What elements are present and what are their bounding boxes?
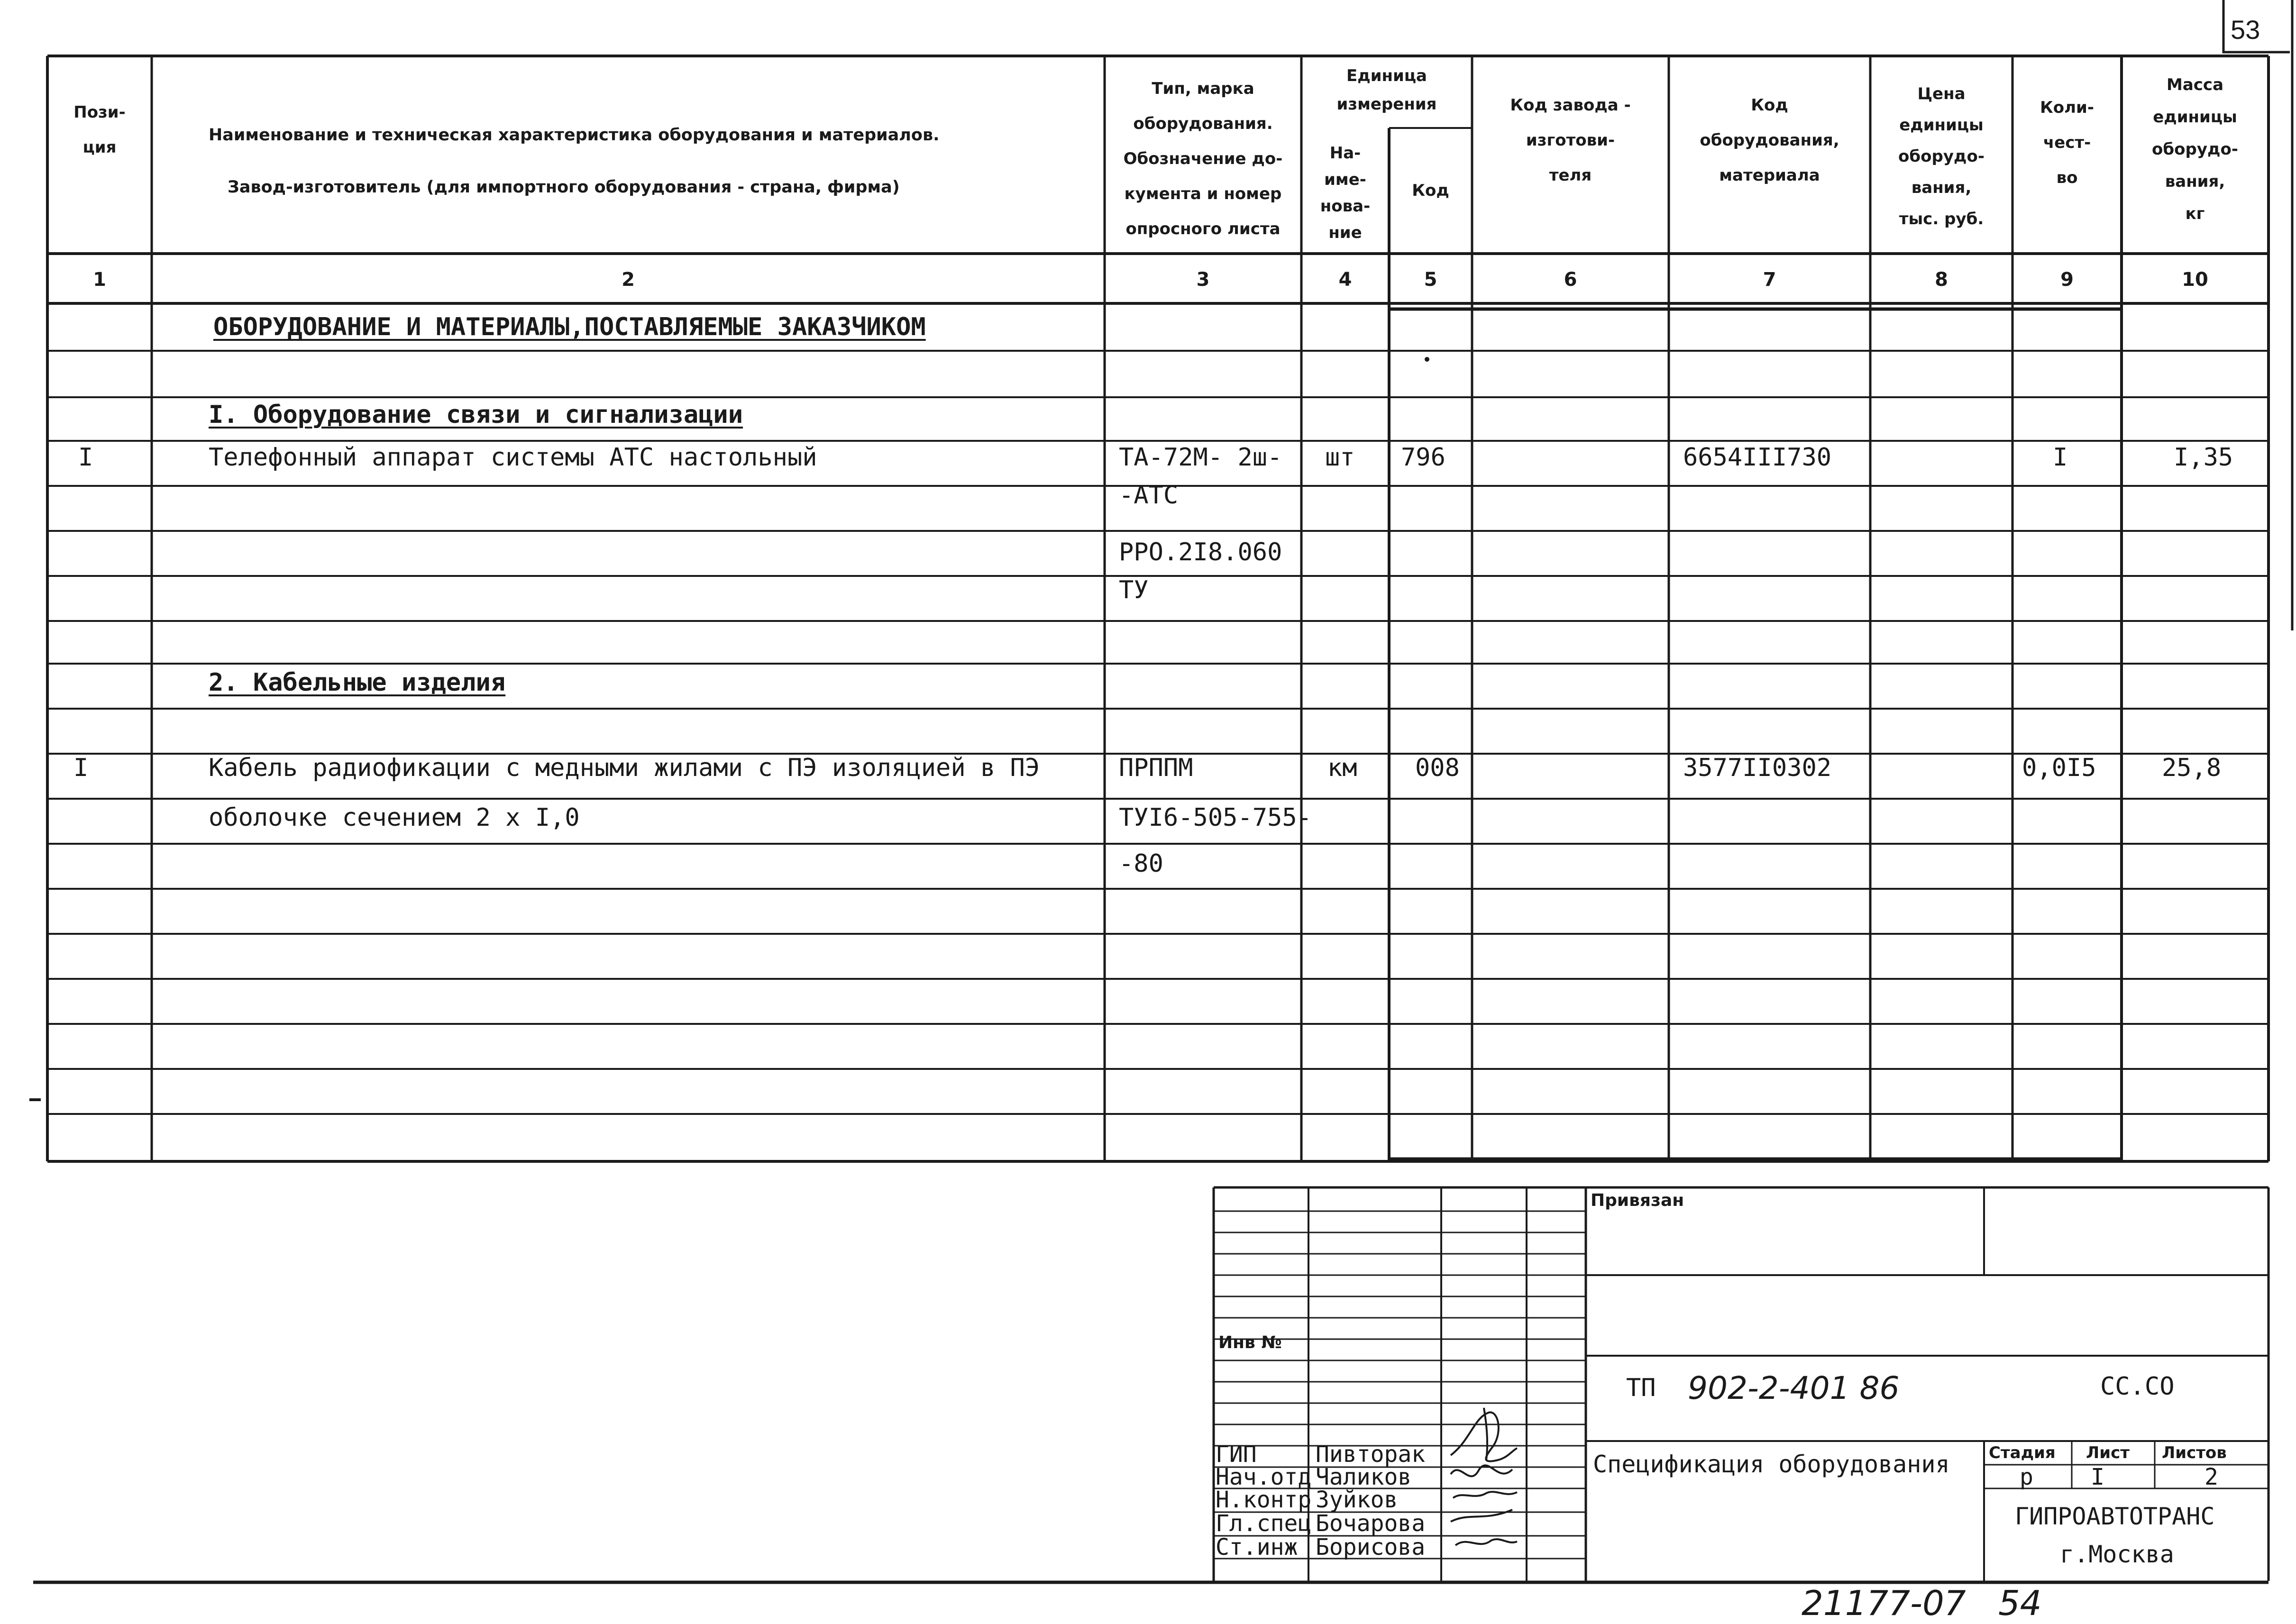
role-label: Гл.спец: [1216, 1510, 1312, 1537]
item-unit: шт: [1325, 443, 1355, 472]
col-number-7: 7: [1763, 269, 1776, 291]
stage-label: Стадия: [1989, 1443, 2056, 1462]
header-col3: Тип, марка оборудования. Обозначение до- кумента и номер опросного листа: [1123, 79, 1283, 238]
footer-stamp: 21177-07: [1802, 1583, 1966, 1623]
signatures: [1441, 1403, 1527, 1583]
col-number-2: 2: [622, 269, 635, 291]
item-position: I: [78, 443, 93, 472]
signer-name: Бочарова: [1316, 1510, 1426, 1537]
item-material-code: 3577II0302: [1683, 754, 1832, 782]
header-col2: Наименование и техническая характеристика оборудования и материалов. Завод-изготовитель (для импортного оборудования - страна, фирма): [209, 126, 940, 197]
inv-no-label: Инв №: [1218, 1333, 1282, 1352]
col-number-8: 8: [1935, 269, 1948, 291]
signer-name: Борисова: [1316, 1534, 1426, 1560]
section-title: ОБОРУДОВАНИЕ И МАТЕРИАЛЫ,ПОСТАВЛЯЕМЫЕ ЗАКАЗЧИКОМ: [213, 313, 926, 341]
item-unit-code: 796: [1401, 443, 1445, 472]
role-label: Нач.отд: [1216, 1464, 1312, 1490]
sheet-code: СС.СО: [2100, 1372, 2175, 1401]
col-number-3: 3: [1196, 269, 1210, 291]
stage-value: р: [2020, 1464, 2033, 1490]
item-quantity: I: [2053, 443, 2068, 472]
doc-code: 902-2-401 86: [1688, 1370, 1900, 1406]
role-label: Н.контр: [1216, 1487, 1312, 1513]
item-quantity: 0,0I5: [2022, 754, 2096, 782]
sheet-label: Лист: [2086, 1443, 2130, 1462]
sheets-label: Листов: [2162, 1443, 2227, 1462]
item-doc: -80: [1119, 849, 1163, 878]
col-number-4: 4: [1338, 269, 1352, 291]
item-name: Кабель радиофикации с медными жилами с ПЭ изоляцией в ПЭ: [209, 754, 1040, 782]
item-doc: ТУI6-505-755-: [1119, 803, 1312, 832]
col-number-1: 1: [93, 269, 106, 291]
item-name: Телефонный аппарат системы АТС настольный: [209, 443, 817, 472]
header-col1: Пози- ция: [73, 103, 126, 157]
item-mass: 25,8: [2162, 754, 2222, 782]
item-type: ТА-72М- 2ш-: [1119, 443, 1282, 472]
role-label: ГИП: [1216, 1441, 1257, 1468]
header-col4: На- име- нова- ние: [1320, 144, 1371, 242]
header-col6: Код завода - изготови- теля: [1510, 96, 1631, 185]
doc-code-prefix: ТП: [1626, 1374, 1656, 1402]
page-number: 53: [2231, 15, 2260, 45]
footer-sheet-number: 54: [1998, 1583, 2042, 1623]
header-col10: Масса единицы оборудо- вания, кг: [2152, 75, 2238, 223]
item-position: I: [73, 754, 89, 782]
item-doc: РРО.2I8.060: [1119, 538, 1282, 566]
header-unit-group: Единица измерения: [1336, 66, 1437, 114]
organization: ГИПРОАВТОТРАНС: [2015, 1503, 2215, 1530]
privyazan-label: Привязан: [1591, 1191, 1684, 1210]
item-material-code: 6654III730: [1683, 443, 1832, 472]
item-type: -АТС: [1119, 481, 1179, 510]
col-number-9: 9: [2060, 269, 2074, 291]
item-unit-code: 008: [1415, 754, 1460, 782]
signer-name: Зуйков: [1316, 1487, 1398, 1513]
city: г.Москва: [2060, 1541, 2174, 1568]
group-title: 2. Кабельные изделия: [209, 668, 506, 697]
signer-name: Чаликов: [1316, 1464, 1412, 1490]
signer-name: Пивторак: [1316, 1441, 1426, 1468]
header-col9: Коли- чест- во: [2040, 98, 2094, 187]
col-number-5: 5: [1424, 269, 1437, 291]
item-doc: ТУ: [1119, 576, 1149, 604]
sheets-value: 2: [2205, 1464, 2218, 1490]
doc-title: Спецификация оборудования: [1593, 1451, 1950, 1478]
item-unit: км: [1327, 754, 1357, 782]
item-name: оболочке сечением 2 х I,0: [209, 803, 580, 832]
col-number-6: 6: [1564, 269, 1577, 291]
sheet-value: I: [2091, 1464, 2104, 1490]
role-label: Ст.инж: [1216, 1534, 1298, 1560]
header-col7: Код оборудования, материала: [1700, 96, 1839, 185]
item-type: ПРППМ: [1119, 754, 1193, 782]
header-col5: Код: [1412, 181, 1449, 200]
item-mass: I,35: [2174, 443, 2233, 472]
col-number-10: 10: [2182, 269, 2208, 291]
group-title: I. Оборудование связи и сигнализации: [209, 401, 743, 429]
header-col8: Цена единицы оборудо- вания, тыс. руб.: [1898, 84, 1985, 228]
